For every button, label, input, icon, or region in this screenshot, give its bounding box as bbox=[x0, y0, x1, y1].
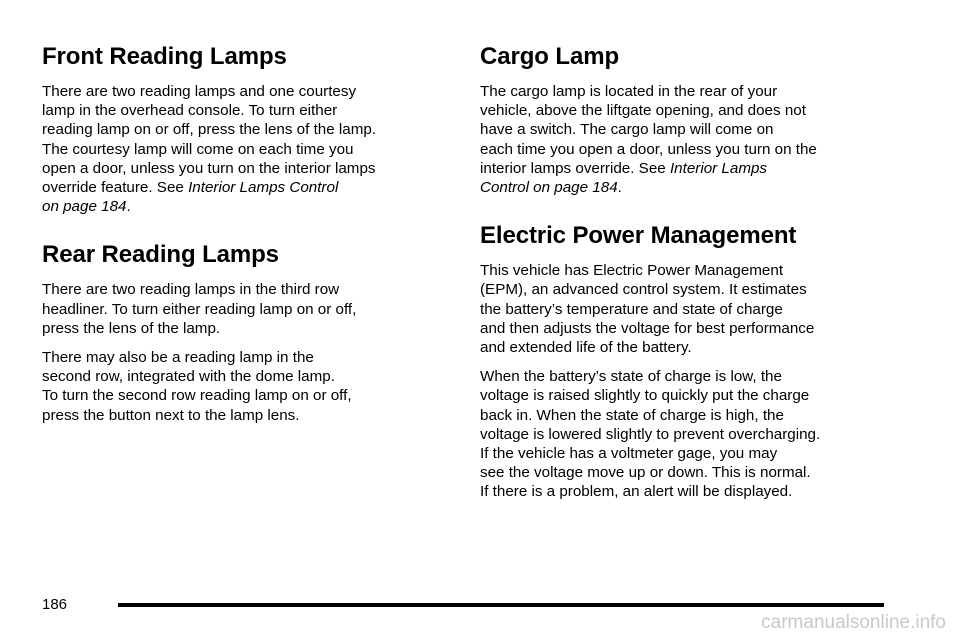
rear-reading-lamps-para-2: There may also be a reading lamp in the second row, integrated with the dome lamp. To turn the second row reading lamp on or off, press the button next to the lamp lens. bbox=[42, 349, 352, 424]
epm-para-1: This vehicle has Electric Power Management (EPM), an advanced control system. It estimates the battery’s temperature and state of charge and then adjusts the voltage for best performance and extended life of the battery. bbox=[480, 262, 815, 357]
page-number: 186 bbox=[42, 596, 68, 613]
section-cargo-lamp bbox=[480, 42, 900, 197]
front-reading-lamps-body: There are two reading lamps and one courtesy lamp in the overhead console. To turn either reading lamp on or off, press the lens of the lamp. The courtesy lamp will come on each time you open a door, unless you turn on the interior lamps override feature. See bbox=[42, 83, 377, 197]
heading-rear-reading-lamps: Rear Reading Lamps bbox=[42, 241, 279, 269]
heading-cargo-lamp: Cargo Lamp bbox=[480, 43, 620, 70]
watermark: carmanualsonline.info bbox=[761, 612, 946, 633]
xref-interior-lamps-control-1[interactable]: Interior Lamps Control bbox=[188, 179, 339, 197]
cargo-lamp-text bbox=[480, 82, 900, 197]
right-column bbox=[480, 42, 900, 512]
heading-electric-power-management: Electric Power Management bbox=[480, 222, 797, 250]
footer-rule bbox=[118, 603, 884, 607]
section-rear-reading-lamps bbox=[42, 240, 462, 424]
heading-front-reading-lamps: Front Reading Lamps bbox=[42, 43, 287, 70]
rear-reading-lamps-para-1: There are two reading lamps in the third row headliner. To turn either reading lamp on or off, press the lens of the lamp. bbox=[42, 281, 357, 337]
epm-para-2: When the battery’s state of charge is low, the voltage is raised slightly to quickly put the charge back in. When the state of charge is high, the voltage is lowered slightly to prevent overcharging. If the vehicle has a voltmeter gage, you may see the voltage move up or down. This is normal. If there is a problem, an alert will be displayed. bbox=[480, 368, 821, 501]
xref-interior-lamps-2[interactable]: Control on page 184 bbox=[480, 179, 618, 197]
cargo-lamp-end: . bbox=[617, 179, 622, 197]
xref-interior-lamps-control-2[interactable]: on page 184 bbox=[42, 198, 127, 216]
section-front-reading-lamps bbox=[42, 42, 462, 216]
front-reading-lamps-text bbox=[42, 82, 462, 216]
front-reading-lamps-end: . bbox=[126, 198, 131, 216]
section-electric-power-management bbox=[480, 221, 900, 501]
left-column bbox=[42, 42, 462, 435]
xref-interior-lamps-1[interactable]: Interior Lamps bbox=[669, 159, 768, 177]
cargo-lamp-body: The cargo lamp is located in the rear of your vehicle, above the liftgate opening, and does not have a switch. The cargo lamp will come on each time you open a door, unless you turn on the interior lamps override. See bbox=[480, 83, 817, 177]
